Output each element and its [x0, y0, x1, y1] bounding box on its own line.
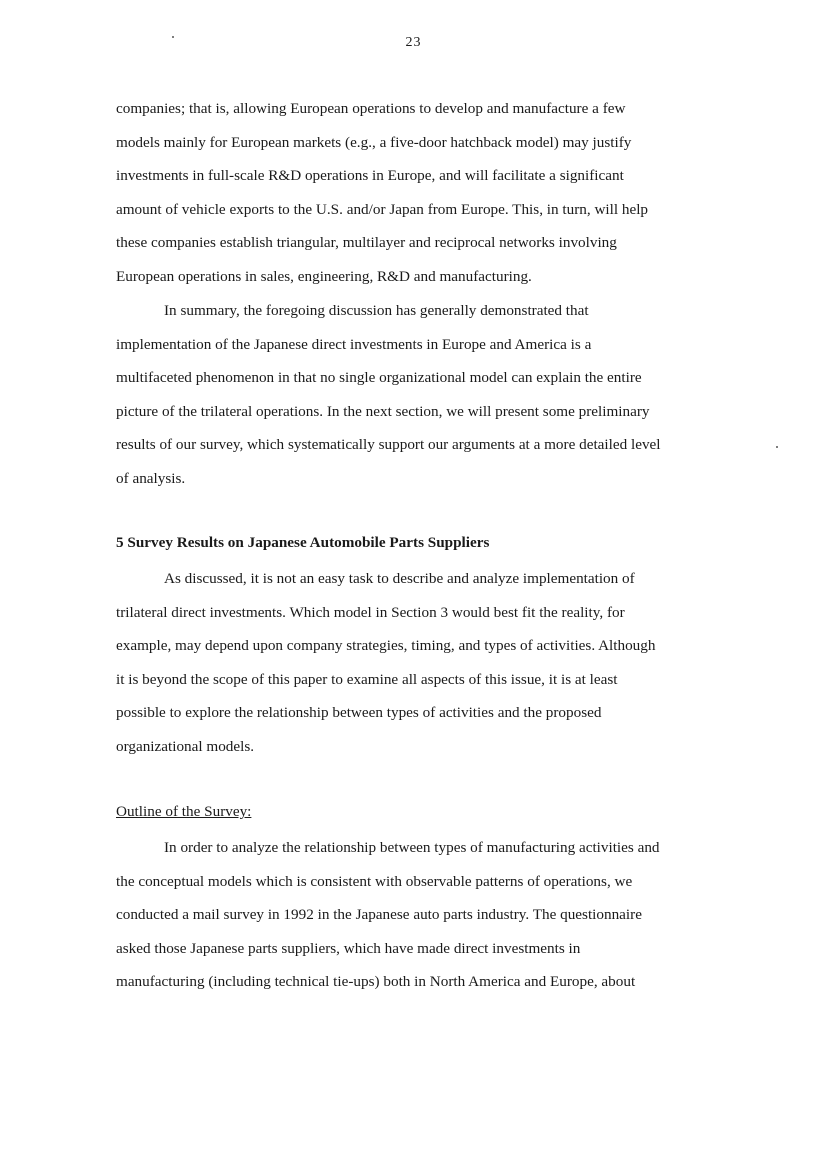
- paragraph-3: [116, 562, 736, 764]
- text-line: European operations in sales, engineering, R&D and manufacturing.: [116, 267, 532, 285]
- paragraph-4: [116, 831, 736, 999]
- subheading: Outline of the Survey:: [116, 803, 252, 820]
- text-line: manufacturing (including technical tie-ups) both in North America and Europe, about: [116, 973, 636, 991]
- text-line: these companies establish triangular, multilayer and reciprocal networks involving: [116, 234, 617, 252]
- text-line: companies; that is, allowing European operations to develop and manufacture a few: [116, 100, 626, 117]
- text-line: implementation of the Japanese direct investments in Europe and America is a: [116, 335, 592, 353]
- paragraph-1: [116, 92, 736, 294]
- text-line: In order to analyze the relationship between types of manufacturing activities and: [164, 839, 660, 856]
- text-line: As discussed, it is not an easy task to describe and analyze implementation of: [164, 570, 635, 587]
- text-line: multifaceted phenomenon in that no single organizational model can explain the entire: [116, 369, 642, 387]
- text-line: results of our survey, which systematically support our arguments at a more detailed level: [116, 436, 661, 454]
- text-line: organizational models.: [116, 737, 255, 755]
- text-line: possible to explore the relationship between types of activities and the proposed: [116, 704, 602, 722]
- text-line: investments in full-scale R&D operations in Europe, and will facilitate a significant: [116, 167, 624, 185]
- text-line: conducted a mail survey in 1992 in the Japanese auto parts industry. The questionnaire: [116, 906, 642, 924]
- paragraph-2: [116, 294, 736, 496]
- text-line: trilateral direct investments. Which model in Section 3 would best fit the reality, for: [116, 603, 625, 621]
- text-line: models mainly for European markets (e.g., a five-door hatchback model) may justify: [116, 133, 632, 151]
- text-line: example, may depend upon company strategies, timing, and types of activities. Although: [116, 637, 656, 655]
- section-heading: 5 Survey Results on Japanese Automobile Parts Suppliers: [116, 534, 490, 551]
- text-line: the conceptual models which is consistent with observable patterns of operations, we: [116, 872, 633, 890]
- text-line: asked those Japanese parts suppliers, which have made direct investments in: [116, 939, 581, 957]
- scan-speck: [776, 446, 778, 448]
- text-line: of analysis.: [116, 469, 186, 487]
- text-line: amount of vehicle exports to the U.S. and/or Japan from Europe. This, in turn, will help: [116, 200, 649, 218]
- page-number: 23: [405, 35, 422, 50]
- text-line: it is beyond the scope of this paper to examine all aspects of this issue, it is at least: [116, 670, 618, 688]
- text-line: In summary, the foregoing discussion has generally demonstrated that: [164, 302, 589, 319]
- text-line: picture of the trilateral operations. In the next section, we will present some preliminary: [116, 402, 650, 420]
